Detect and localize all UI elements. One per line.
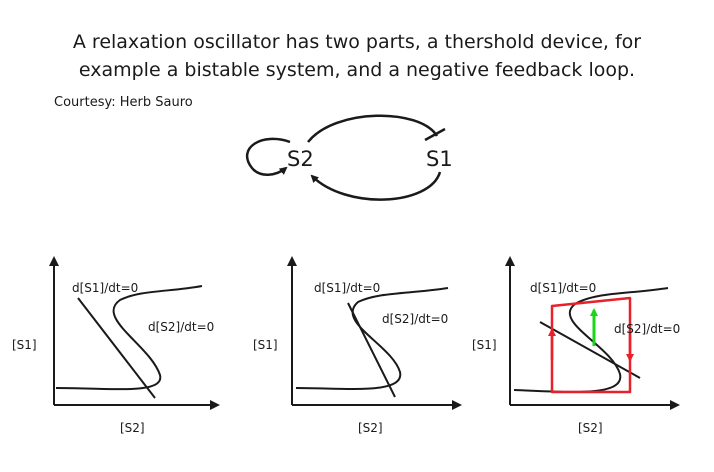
y-axis-label: [S1] (253, 338, 278, 352)
phase-plot-3 (472, 258, 680, 435)
s1-nullcline-label: d[S1]/dt=0 (72, 281, 139, 295)
slide-title-line-1: A relaxation oscillator has two parts, a thershold device, for (72, 31, 642, 53)
s1-nullcline-label: d[S1]/dt=0 (530, 281, 597, 295)
s2-nullcline-label: d[S2]/dt=0 (382, 312, 449, 326)
s2-nullcline-curve (296, 288, 448, 389)
s2-nullcline-label: d[S2]/dt=0 (148, 320, 215, 334)
s2-nullcline-curve (56, 286, 202, 389)
x-axis-label: [S2] (358, 421, 383, 435)
y-axis-label: [S1] (12, 338, 37, 352)
phase-plot-2 (253, 258, 460, 435)
s2-inhibits-s1-edge (308, 116, 437, 142)
s2-nullcline-curve (514, 288, 668, 392)
limit-cycle (552, 298, 630, 392)
s1-activates-s2-edge (312, 172, 440, 200)
network-diagram (247, 116, 453, 200)
y-axis-label: [S1] (472, 338, 497, 352)
node-s1: S1 (426, 147, 453, 171)
x-axis-label: [S2] (578, 421, 603, 435)
inhibition-bar (425, 129, 445, 140)
node-s2: S2 (287, 147, 314, 171)
phase-plot-1 (12, 258, 218, 435)
s2-nullcline-label: d[S2]/dt=0 (614, 322, 681, 336)
s1-nullcline-line (78, 298, 155, 398)
courtesy-note: Courtesy: Herb Sauro (54, 95, 193, 110)
s1-nullcline-label: d[S1]/dt=0 (314, 281, 381, 295)
slide-title-line-2: example a bistable system, and a negative feedback loop. (78, 59, 636, 81)
x-axis-label: [S2] (120, 421, 145, 435)
self-activation-arrow (247, 139, 290, 175)
